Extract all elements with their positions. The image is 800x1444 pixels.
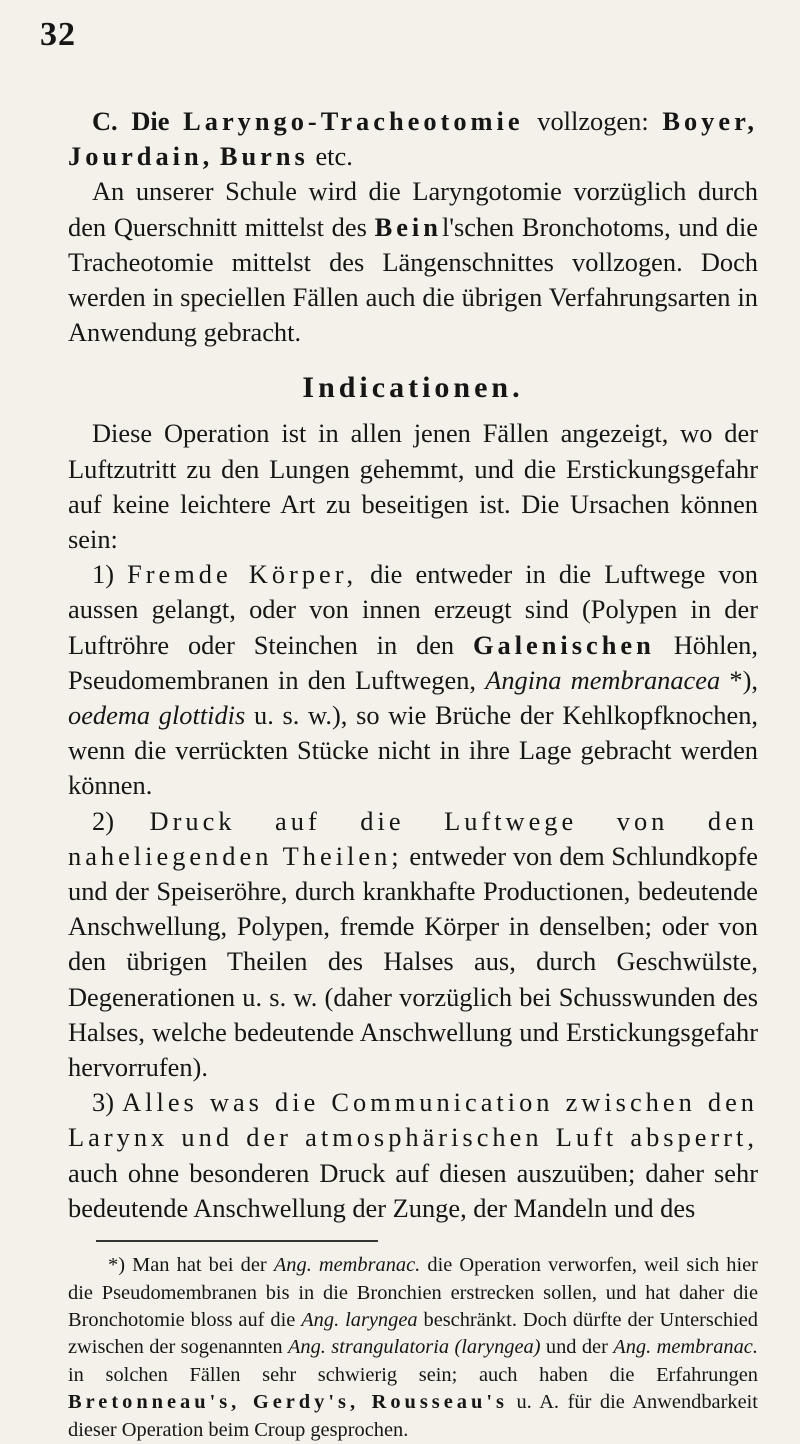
section-c-tail: etc.	[315, 141, 353, 172]
text-run: Höhlen, Pseudomembranen in den Luftwegen,	[68, 629, 758, 695]
emphasis: Galenischen	[472, 629, 655, 660]
italic-term: Ang. laryngea	[301, 1308, 418, 1331]
text-run: Man hat bei der	[132, 1254, 267, 1277]
footnote-mark: *)	[108, 1254, 125, 1277]
item-title: Alles was die Communication zwischen den Larynx und der atmosphärischen Luft absperrt,	[68, 1087, 758, 1153]
text-run: l'schen Bronchotoms, und die Tracheotomie mittelst des Längenschnittes vollzogen. Doch werden in speciellen Fällen auch die übrigen Verfahrungsarten in Anwendung gebracht.	[68, 211, 759, 348]
text-run: u. A. für die Anwendbarkeit dieser Operation beim Croup gesprochen.	[68, 1391, 758, 1441]
italic-term: Ang. membranac.	[273, 1254, 421, 1277]
text-run: in solchen Fällen sehr schwierig sein; auch haben die Erfahrungen	[68, 1363, 758, 1386]
section-c-label: C. Die	[92, 106, 170, 136]
author-name: Burns	[219, 141, 309, 172]
text-run: die Operation verworfen, weil sich hier die Pseudomembranen bis in die Bronchien erstrecken sollen, und hat daher die Bronchotomie bloss auf die	[68, 1254, 758, 1331]
section-c-title: Laryngo-Tracheotomie	[183, 106, 524, 136]
text-run: beschränkt. Doch dürfte der Unterschied zwischen der sogenannten	[68, 1308, 758, 1359]
italic-term: Ang. strangulatoria (laryngea)	[287, 1336, 541, 1359]
author-name: Jourdain,	[68, 141, 214, 172]
footnote-divider	[96, 1240, 378, 1242]
italic-term: Ang. membranac.	[613, 1336, 758, 1359]
list-item-3	[68, 1085, 758, 1226]
text-run: und der	[545, 1336, 608, 1359]
text-run: An unserer Schule wird die Laryngotomie vorzüglich durch den Querschnitt mittelst des	[68, 176, 758, 242]
list-item-2	[68, 804, 758, 1086]
footnote-ref: *),	[729, 664, 758, 695]
paragraph-intro: Diese Operation ist in allen jenen Fällen angezeigt, wo der Luftzutritt zu den Lungen gehemmt, und die Erstickungsgefahr auf keine leichtere Art zu beseitigen ist. Die Ursachen können sein:	[68, 418, 758, 555]
text-run: u. s. w.), so wie Brüche der Kehlkopfknochen, wenn die verrückten Stücke nicht in ihre Lage gebracht werden können.	[68, 700, 759, 801]
item-number: 2)	[92, 805, 114, 836]
list-item-1	[68, 557, 758, 803]
section-c-heading	[68, 104, 758, 174]
footnote	[68, 1252, 758, 1444]
text-run: entweder von dem Schlundkopfe und der Speiseröhre, durch krankhafte Productionen, bedeutende Anschwellung, Polypen, fremde Körper in denselben; oder von den übrigen Theilen des Halses aus, durch Geschwülste, Degenerationen u. s. w. (daher vorzüglich bei Schusswunden des Halses, welche bedeutende Anschwellung und Erstickungsgefahr hervorrufen).	[68, 840, 758, 1083]
italic-term: Angina membranacea	[485, 664, 721, 695]
author-name: Bein	[374, 211, 442, 242]
item-number: 3)	[92, 1087, 114, 1118]
page-body	[68, 104, 758, 1444]
footnote-text	[68, 1252, 758, 1444]
item-number: 1)	[92, 559, 114, 590]
item-title: Druck auf die Luftwege von den naheliegenden Theilen;	[68, 805, 758, 871]
section-c-rest: vollzogen:	[537, 106, 649, 136]
item-title: Fremde Körper,	[127, 559, 358, 590]
text-run: auch ohne besonderen Druck auf diesen auszuüben; daher sehr bedeutende Anschwellung der Zunge, der Mandeln und des	[68, 1157, 758, 1223]
text-run: die entweder in die Luftwege von aussen gelangt, oder von innen erzeugt sind (Polypen in der Luftröhre oder Steinchen in den	[68, 559, 758, 660]
italic-term: oedema glottidis	[68, 700, 246, 731]
paragraph-school	[68, 174, 758, 350]
page-number: 32	[40, 16, 76, 53]
section-heading: Indicationen.	[302, 371, 524, 405]
author-names: Bretonneau's, Gerdy's, Rousseau's	[68, 1391, 508, 1414]
author-name: Boyer,	[662, 106, 758, 136]
